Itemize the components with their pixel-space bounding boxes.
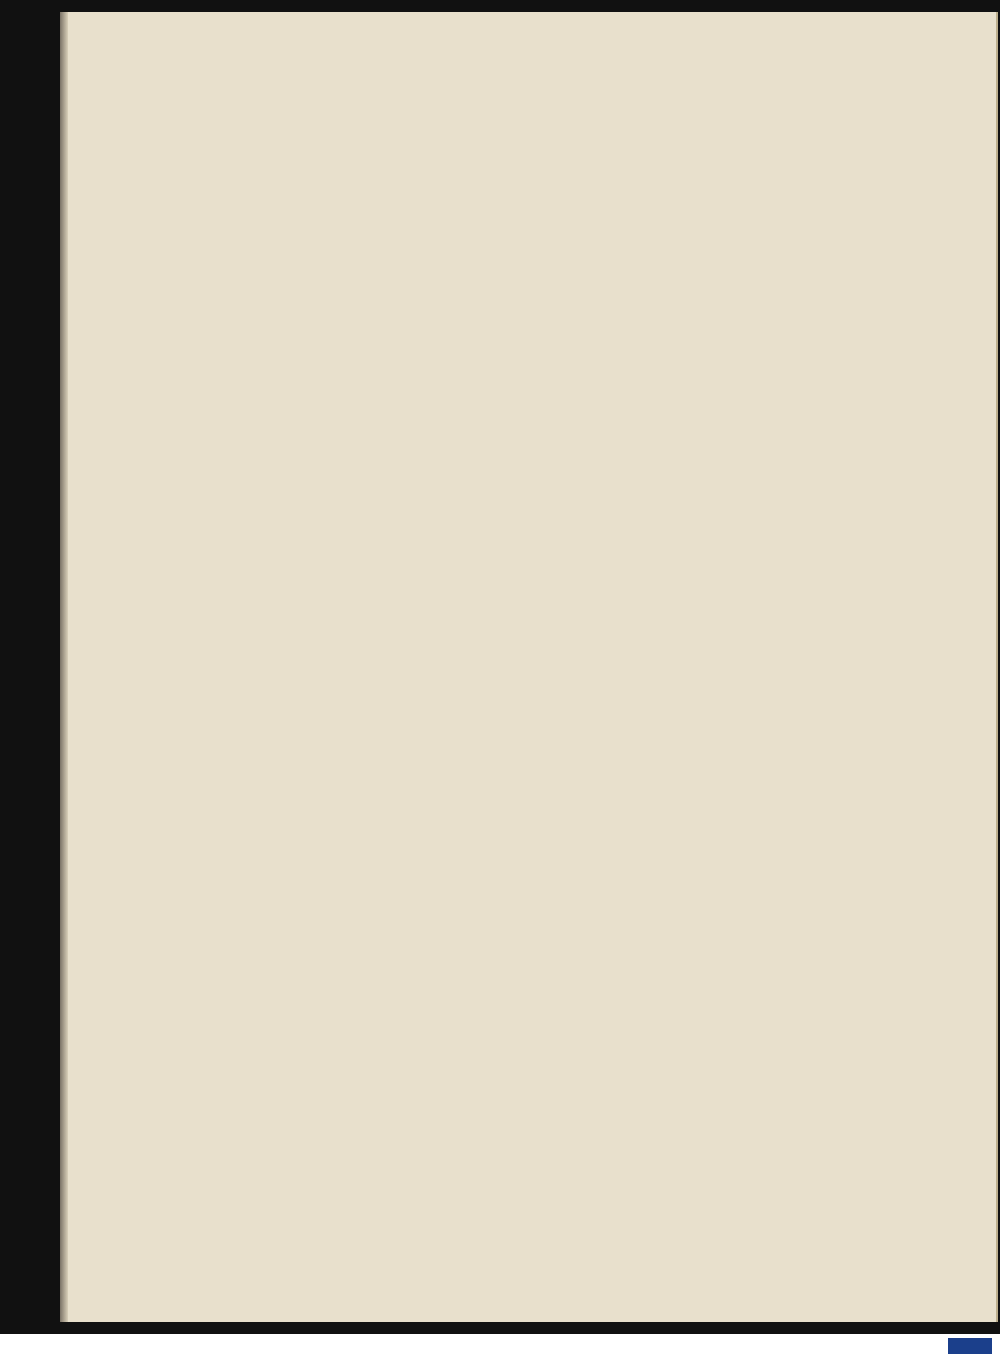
section-subheading xyxy=(248,148,948,185)
dfg-logo xyxy=(948,1338,992,1354)
section-heading xyxy=(238,104,948,148)
page-text-block xyxy=(248,104,948,291)
decorated-initial xyxy=(248,187,334,291)
scanned-page xyxy=(60,12,998,1322)
footer-bar xyxy=(0,1334,1000,1359)
initial-paragraph xyxy=(248,185,948,291)
